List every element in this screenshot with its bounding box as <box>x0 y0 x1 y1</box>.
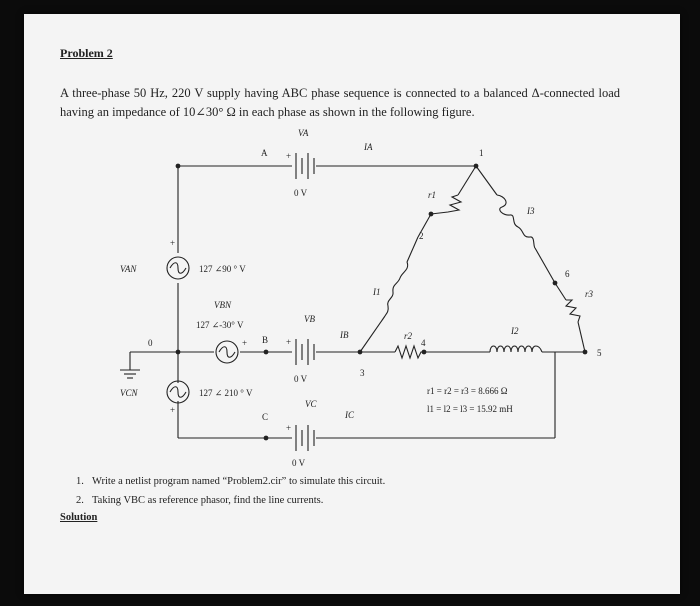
node-label-0: 0 <box>148 338 153 348</box>
solution-label: Solution <box>60 512 98 523</box>
probe-vc: VC <box>305 399 317 409</box>
resistance-values: r1 = r2 = r3 = 8.666 Ω <box>427 386 508 396</box>
node-label-3: 3 <box>360 368 365 378</box>
inductance-values: l1 = l2 = l3 = 15.92 mH <box>427 404 513 414</box>
node-a-dot <box>176 164 181 169</box>
node-4-dot <box>422 350 427 355</box>
plus-van: + <box>170 238 176 248</box>
source-van-value: 127 ∠90 ° V <box>199 264 246 274</box>
current-i3: I3 <box>527 206 535 216</box>
source-vcn-name: VCN <box>120 388 138 398</box>
current-ib: IB <box>340 330 349 340</box>
zero-volt-c: 0 V <box>292 458 306 468</box>
zero-volt-a: 0 V <box>294 188 308 198</box>
task-item: 1. Write a netlist program named “Problem2.cir” to simulate this circuit. <box>76 476 386 487</box>
source-vcn-value: 127 ∠ 210 ° V <box>199 388 253 398</box>
plus-vbn: + <box>242 338 248 348</box>
source-vbn-value: 127 ∠-30° V <box>196 320 244 330</box>
source-van-name: VAN <box>120 264 137 274</box>
problem-statement: A three-phase 50 Hz, 220 V supply having ABC phase sequence is connected to a balanced Δ-connected load having an impedance of 10∠30° Ω in each phase as shown in the following figure. <box>60 86 620 119</box>
node-0-dot <box>176 350 181 355</box>
resistor-r3: r3 <box>585 289 594 299</box>
current-i2: I2 <box>511 326 519 336</box>
node-label-b: B <box>262 335 269 345</box>
source-vbn-name: VBN <box>214 300 231 310</box>
node-label-1: 1 <box>479 148 484 158</box>
resistor-r2: r2 <box>404 331 413 341</box>
task-list <box>76 472 636 510</box>
resistor-r1: r1 <box>428 190 437 200</box>
node-2-dot <box>429 212 434 217</box>
probe-va: VA <box>298 128 309 138</box>
node-b-dot <box>264 350 269 355</box>
node-6-dot <box>553 281 558 286</box>
node-5-dot <box>583 350 588 355</box>
zero-volt-b: 0 V <box>294 374 308 384</box>
plus-a: + <box>286 151 292 161</box>
current-i1: I1 <box>373 287 381 297</box>
node-3-dot <box>358 350 363 355</box>
node-label-4: 4 <box>421 338 426 348</box>
plus-c: + <box>286 423 292 433</box>
node-label-5: 5 <box>597 348 602 358</box>
probe-vb: VB <box>304 314 315 324</box>
problem-heading: Problem 2 <box>60 46 113 60</box>
task-text: Write a netlist program named “Problem2.cir” to simulate this circuit. <box>92 476 386 487</box>
node-c-dot <box>264 436 269 441</box>
current-ic: IC <box>345 410 354 420</box>
node-1-dot <box>474 164 479 169</box>
task-text: Taking VBC as reference phasor, find the line currents. <box>92 495 324 506</box>
node-label-2: 2 <box>419 231 424 241</box>
plus-b: + <box>286 337 292 347</box>
node-label-c: C <box>262 412 269 422</box>
current-ia: IA <box>364 142 373 152</box>
task-item: 2. Taking VBC as reference phasor, find the line currents. <box>76 495 324 506</box>
plus-vcn: + <box>170 405 176 415</box>
node-label-6: 6 <box>565 269 570 279</box>
node-label-a: A <box>261 148 268 158</box>
